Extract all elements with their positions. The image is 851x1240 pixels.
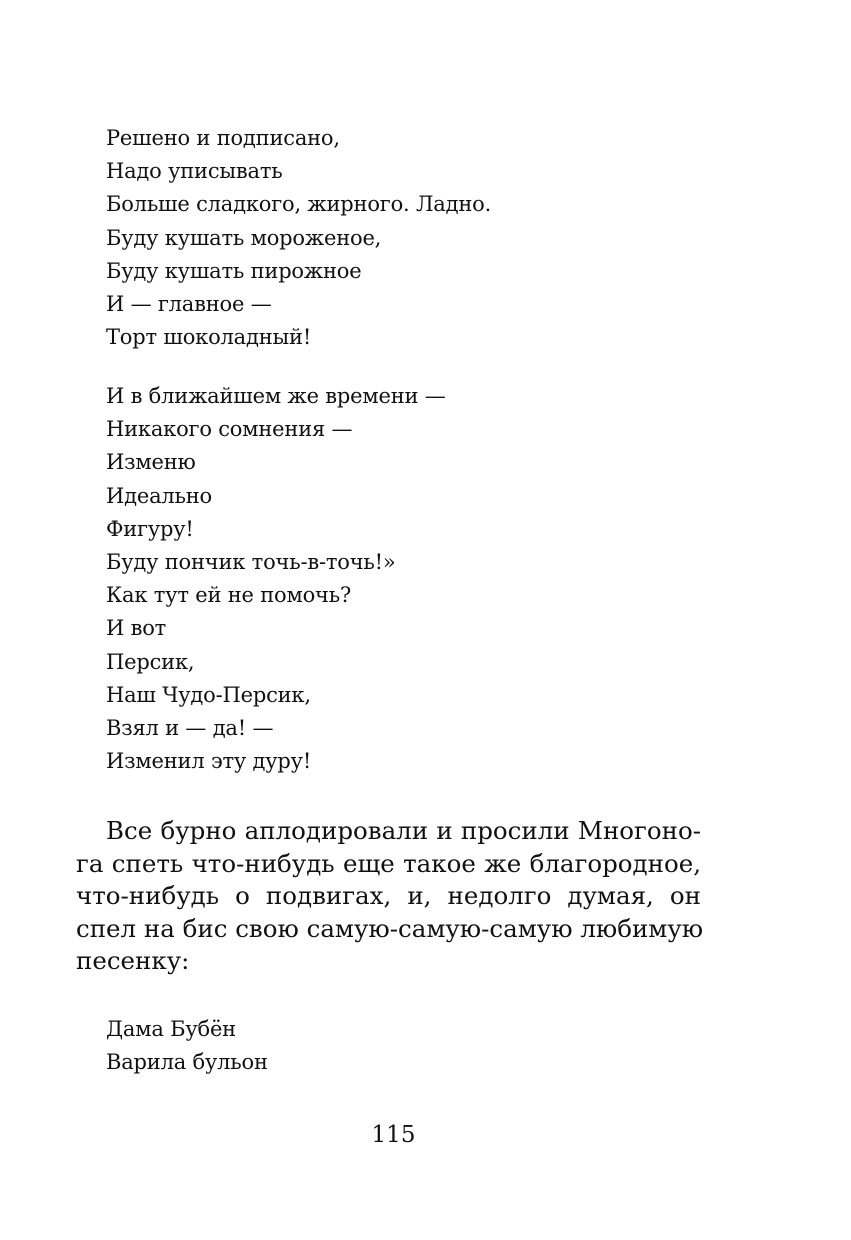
poem-stanza-3 — [106, 1013, 268, 1079]
verse-line: Решено и подписано, — [106, 126, 340, 150]
verse-line: Варила бульон — [106, 1050, 268, 1075]
verse-line: Надо уписывать — [106, 159, 283, 184]
verse-line: Наш Чудо-Персик, — [106, 682, 311, 707]
verse-line: Как тут ей не помочь? — [106, 583, 352, 608]
page-number — [0, 1122, 851, 1148]
verse-line: Буду пончик точь-в-точь!» — [106, 550, 396, 575]
poem-stanza-1 — [106, 122, 491, 354]
paragraph-line: Все бурно аплодировали и просили Многоно- — [106, 816, 701, 845]
verse-line: Изменил эту дуру! — [106, 749, 312, 774]
verse-line: Торт шоколадный! — [106, 325, 312, 350]
verse-line: Изменю — [106, 450, 196, 475]
paragraph-line: что-нибудь о подвигах, и, недолго думая, он — [76, 881, 701, 910]
poem-stanza-2 — [106, 380, 446, 778]
verse-line: Персик, — [106, 649, 195, 674]
page-number-text: 115 — [371, 1122, 416, 1148]
verse-line: И в ближайшем же времени — — [106, 384, 446, 408]
verse-line: Никакого сомнения — — [106, 417, 353, 442]
verse-line: Фигуру! — [106, 516, 194, 541]
paragraph-line: песенку: — [76, 946, 190, 975]
verse-line: Буду кушать мороженое, — [106, 225, 382, 250]
paragraph-line: га спеть что-нибудь еще такое же благородное, — [76, 848, 701, 878]
verse-line: Дама Бубён — [106, 1017, 236, 1041]
verse-line: Буду кушать пирожное — [106, 258, 362, 283]
prose-paragraph — [76, 815, 704, 978]
verse-line: Идеально — [106, 483, 213, 508]
verse-line: Взял и — да! — — [106, 716, 274, 741]
verse-line: И — главное — — [106, 292, 272, 317]
verse-line: И вот — [106, 616, 167, 641]
verse-line: Больше сладкого, жирного. Ладно. — [106, 192, 492, 217]
paragraph-line: спел на бис свою самую-самую-самую любимую — [76, 913, 704, 943]
